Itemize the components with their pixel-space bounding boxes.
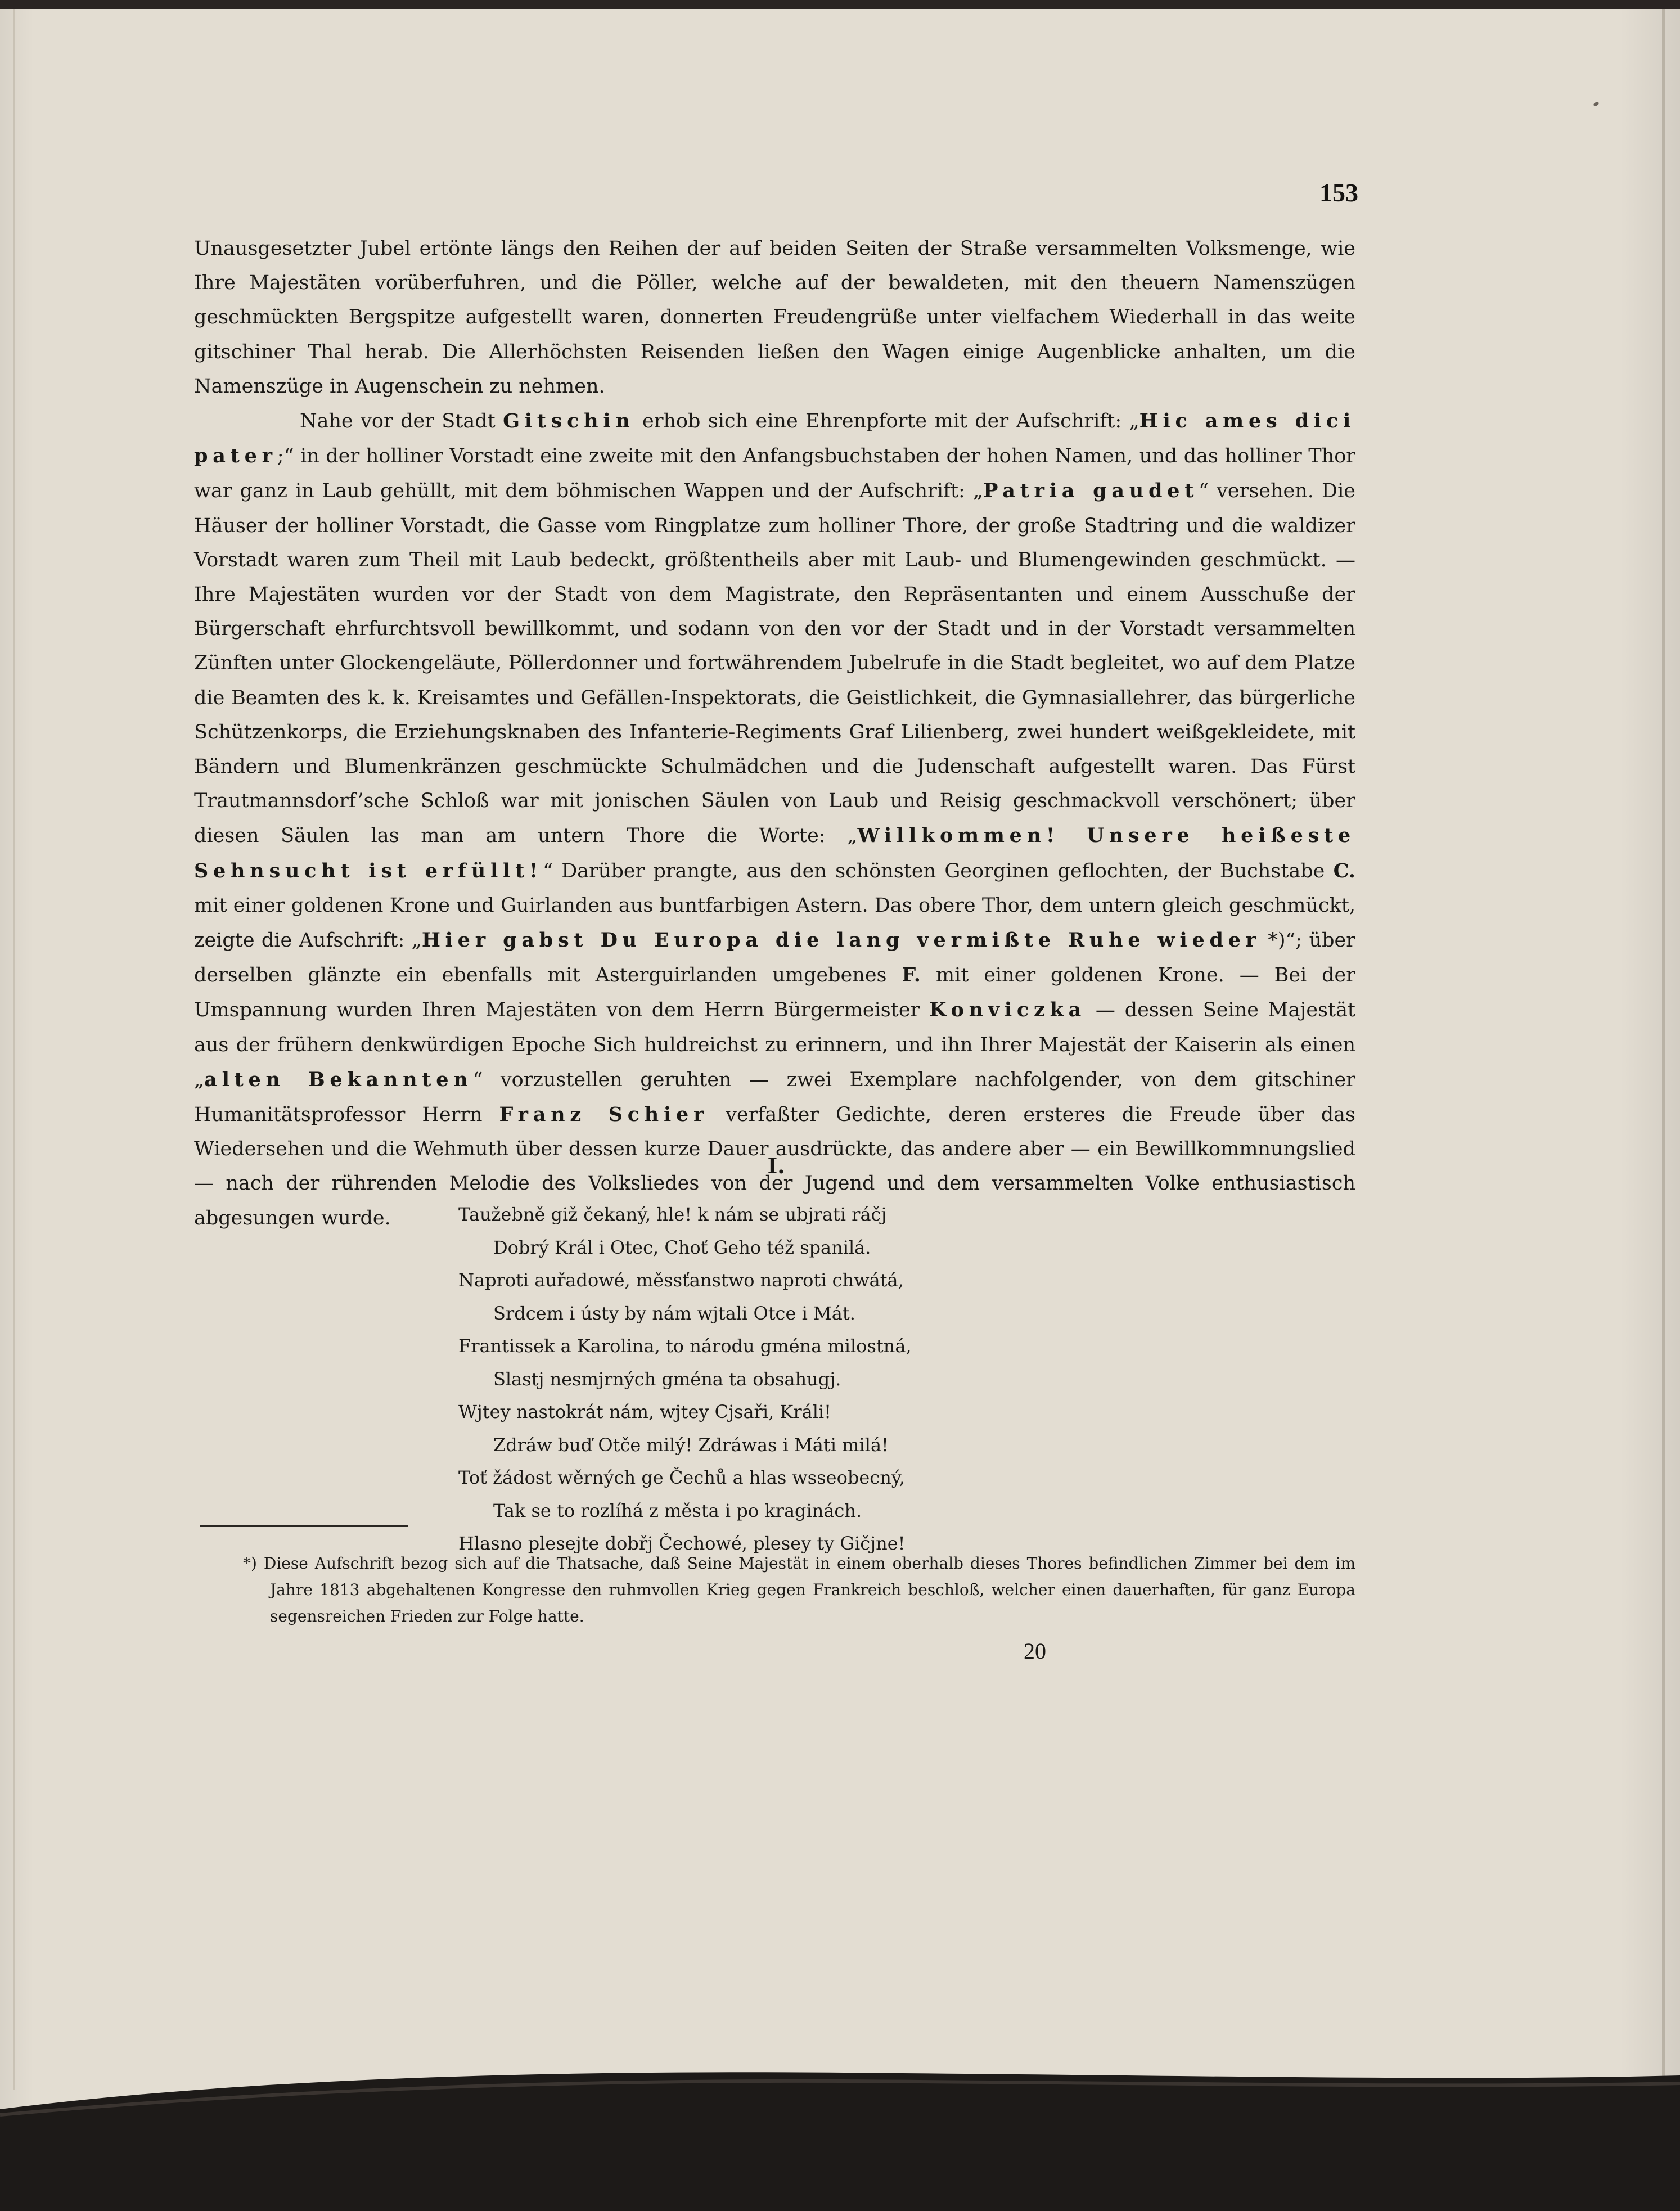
emphasized-text: Franz Schier <box>499 1103 709 1127</box>
poem <box>458 1198 1133 1560</box>
emphasized-text: Hier gabst Du Europa die lang vermißte Ruhe wieder <box>421 929 1261 952</box>
poem-numeral: I. <box>767 1153 785 1178</box>
footnote <box>243 1550 1355 1629</box>
footnote-text: Diese Aufschrift bezog sich auf die Thatsache, daß Seine Majestät in einem oberhalb dieses Thores befindlichen Zimmer bei dem im Jahre 1813 abgehaltenen Kongresse den ruhmvollen Krieg gegen Frankreich beschloß, welcher einen dauerhaften, für ganz Europa segensreichen Frieden zur Folge hatte. <box>263 1554 1355 1625</box>
bold-text: F. <box>902 963 921 987</box>
main-text <box>194 232 1355 1236</box>
paper-speck <box>1593 101 1600 107</box>
bottom-shadow-shape <box>0 2047 1680 2211</box>
poem-line: Toť žádost wěrných ge Čechů a hlas wsseobecný, <box>458 1467 905 1488</box>
text-run: ;“ in der holliner Vorstadt eine zweite mit den Anfangsbuchstaben der hohen Namen, und das holliner Thor war ganz in Laub gehüllt, mit dem böhmischen Wappen und der Aufschrift: „ <box>194 445 1355 503</box>
signature-mark: 20 <box>1024 1638 1046 1664</box>
poem-line: Taužebně giž čekaný, hle! k nám se ubjrati ráčj <box>458 1204 887 1225</box>
poem-line: Tak se to rozlíhá z města i po kraginách. <box>493 1499 862 1521</box>
page-number: 153 <box>1319 178 1358 207</box>
text-run: Nahe vor der Stadt <box>300 410 503 433</box>
emphasized-text: Hic ames dici pater <box>194 409 1355 468</box>
emphasized-text: Konviczka <box>929 998 1087 1022</box>
text-run: *)“; über derselben glänzte ein ebenfalls mit Asterguirlanden umgebenes <box>194 929 1355 987</box>
poem-line: Frantissek a Karolina, to národu gména milostná, <box>458 1335 912 1357</box>
text-run: verfaßter Gedichte, deren ersteres die Freude über das Wiedersehen und die Wehmuth über dessen kurze Dauer ausdrückte, das andere aber — ein Bewillkommnungslied — nach der rührenden Melodie des Volksliedes von der Jugend und dem versammelten Volke enthusiastisch abgesungen wurde. <box>194 1104 1355 1230</box>
poem-line: Hlasno plesejte dobřj Čechowé, plesey ty Gičjne! <box>458 1533 906 1554</box>
bold-text: C. <box>1333 859 1355 882</box>
text-run: mit einer goldenen Krone. — Bei der Umspannung wurden Ihren Majestäten von dem Herrn Bürgermeister <box>194 964 1355 1022</box>
poem-line: Zdráw buď Otče milý! Zdráwas i Máti milá! <box>493 1434 889 1456</box>
poem-line: Srdcem i ústy by nám wjtali Otce i Mát. <box>493 1302 855 1324</box>
poem-line: Naproti auřadowé, měssťanstwo naproti chwátá, <box>458 1269 904 1291</box>
poem-line: Wjtey nastokrát nám, wjtey Cjsaři, Králi! <box>458 1401 832 1422</box>
emphasized-text: Patria gaudet <box>983 479 1199 503</box>
text-run: Unausgesetzter Jubel ertönte längs den Reihen der auf beiden Seiten der Straße versammelten Volksmenge, wie Ihre Majestäten vorüberfuhren, und die Pöller, welche auf der bewaldeten, mit den theuern Namenszügen geschmückten Bergspitze aufgestellt waren, donnerten Freudengrüße unter vielfachem Wiederhall in das weite gitschiner Thal herab. Die Allerhöchsten Reisenden ließen den Wagen einige Augenblicke anhalten, um die Namenszüge in Augenschein zu nehmen. <box>194 237 1355 398</box>
scan-bottom-shadow <box>0 2047 1680 2211</box>
text-run: “ Darüber prangte, aus den schönsten Georginen geflochten, der Buchstabe <box>543 859 1334 882</box>
text-run: “ vorzustellen geruhten — zwei Exemplare nachfolgender, von dem gitschiner Humanitätsprofessor Herrn <box>194 1068 1355 1127</box>
poem-line: Slastj nesmjrných gména ta obsahugj. <box>493 1368 841 1390</box>
footnote-separator <box>200 1525 408 1527</box>
text-run: erhob sich eine Ehrenpforte mit der Aufschrift: „ <box>634 410 1139 433</box>
page-left-edge <box>13 9 15 2090</box>
paragraph-1 <box>194 232 1355 404</box>
page-right-edge <box>1662 9 1665 2090</box>
emphasized-text: alten Bekannten <box>204 1068 473 1091</box>
paragraph-2 <box>194 404 1355 1236</box>
text-run: “ versehen. Die Häuser der holliner Vorstadt, die Gasse vom Ringplatze zum holliner Thore, der große Stadtring und die waldizer Vorstadt waren zum Theil mit Laub bedeckt, größtentheils aber mit Laub- und Blumengewinden geschmückt. — Ihre Majestäten wurden vor der Stadt von dem Magistrate, den Repräsentanten und einem Ausschuße der Bürgerschaft ehrfurchtsvoll bewillkommt, und sodann von den vor der Stadt und in der Vorstadt versammelten Zünften unter Glockengeläute, Pöllerdonner und fortwährendem Jubelrufe in die Stadt begleitet, wo auf dem Platze die Beamten des k. k. Kreisamtes und Gefällen-Inspektorats, die Geistlichkeit, die Gymnasiallehrer, das bürgerliche Schützenkorps, die Erziehungsknaben des Infanterie-Regiments Graf Lilienberg, zwei hundert weißgekleidete, mit Bändern und Blumenkränzen geschmückte Schulmädchen und die Judenschaft aufgestellt waren. Das Fürst Trautmannsdorf’sche Schloß war mit jonischen Säulen von Laub und Reisig geschmackvoll verschönert; über diesen Säulen las man am untern Thore die Worte: „ <box>194 480 1356 848</box>
emphasized-text: Gitschin <box>503 409 635 433</box>
text-run: — dessen Seine Majestät aus der frühern denkwürdigen Epoche Sich huldreichst zu erinnern, und ihn Ihrer Majestät der Kaiserin als einen „ <box>194 999 1355 1091</box>
emphasized-text: Willkommen! Unsere heißeste Sehnsucht ist erfüllt! <box>194 824 1355 882</box>
text-run: mit einer goldenen Krone und Guirlanden aus buntfarbigen Astern. Das obere Thor, dem untern gleich geschmückt, zeigte die Aufschrift: „ <box>194 894 1355 952</box>
footnote-marker: *) <box>243 1554 257 1573</box>
poem-line: Dobrý Král i Otec, Choť Geho též spanilá. <box>493 1236 871 1258</box>
